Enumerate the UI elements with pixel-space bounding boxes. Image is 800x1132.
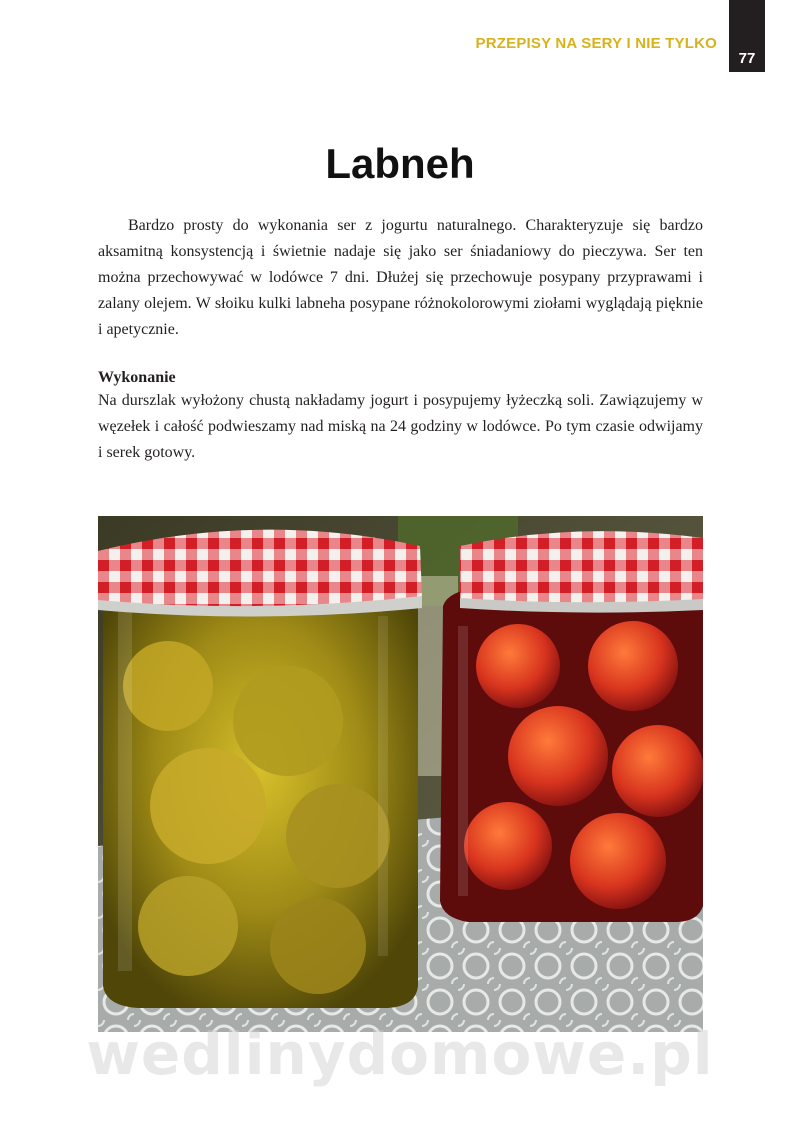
section-title: PRZEPISY NA SERY I NIE TYLKO bbox=[475, 34, 717, 52]
running-header bbox=[476, 0, 765, 72]
herb-labneh-jar bbox=[98, 530, 422, 1008]
red-labneh-jar bbox=[440, 531, 703, 922]
method-heading: Wykonanie bbox=[98, 369, 176, 386]
method-paragraph: Na durszlak wyłożony chustą nakładamy jogurt i posypujemy łyżeczką soli. Zawiązujemy w węzełek i całość podwieszamy nad miską na 24 godziny w lodówce. Po tym czasie odwijamy i serek gotowy. bbox=[98, 392, 703, 461]
intro-paragraph: Bardzo prosty do wykonania ser z jogurtu naturalnego. Charakteryzuje się bardzo aksamitną konsystencją i świetnie nadaje się jako ser śniadaniowy do pieczywa. Ser ten można przechowywać w lodówce 7 dni. Dłużej się przechowuje posypany przyprawami i zalany olejem. W słoiku kulki labneha posypane różnokolorowymi ziołami wyglądają pięknie i apetycznie. bbox=[98, 217, 703, 338]
recipe-title: Labneh bbox=[325, 140, 475, 187]
jars-photo bbox=[98, 516, 703, 1032]
watermark: wedlinydomowe.pl bbox=[86, 1020, 714, 1088]
page-number: 77 bbox=[729, 0, 765, 72]
